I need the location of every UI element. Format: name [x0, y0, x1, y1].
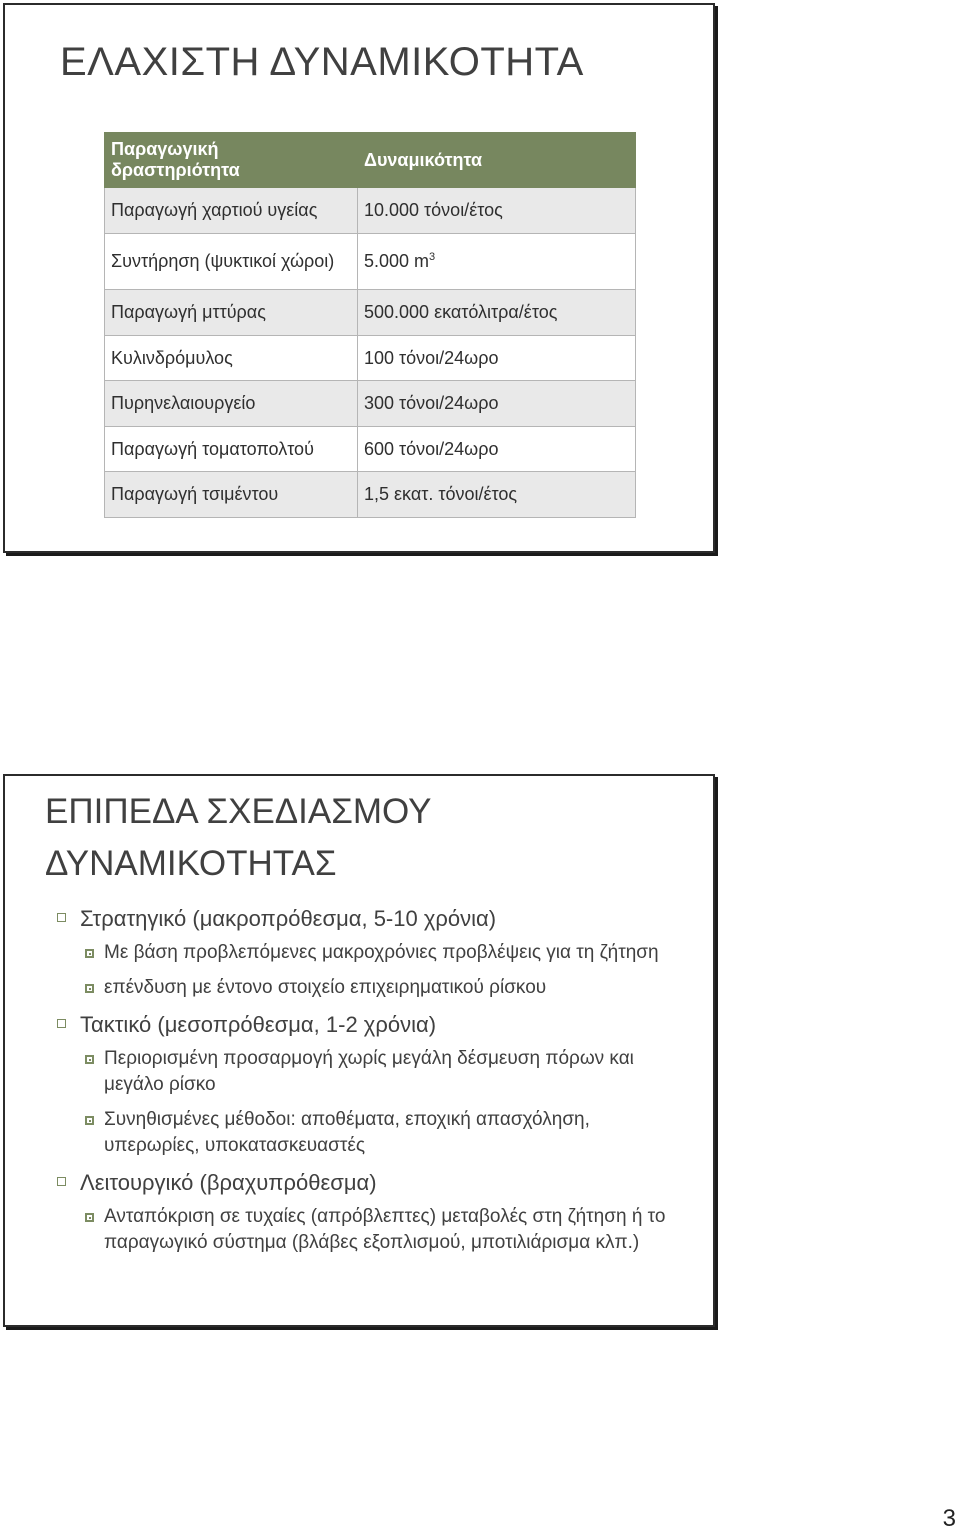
- sub-bullet: [55, 1107, 685, 1159]
- slide-capacity-planning-levels: [3, 774, 715, 1327]
- table-header-row: [105, 133, 636, 188]
- sub-bullet: [55, 1046, 685, 1098]
- slide-title: ΕΠΙΠΕΔΑ ΣΧΕΔΙΑΣΜΟΥ ΔΥΝΑΜΙΚΟΤΗΤΑΣ: [45, 792, 431, 883]
- sub-bullet: [55, 1204, 685, 1256]
- table-row: [105, 188, 636, 234]
- capacity-table: [104, 132, 636, 518]
- table-row: [105, 472, 636, 518]
- slide-title: ΕΛΑΧΙΣΤΗ ΔΥΝΑΜΙΚΟΤΗΤΑ: [60, 40, 584, 84]
- square-bullet-icon: [57, 1177, 66, 1186]
- bullet-list: [55, 904, 685, 1265]
- table-row: [105, 381, 636, 427]
- square-bullet-icon: [85, 984, 94, 993]
- slide-minimum-capacity: [3, 3, 715, 553]
- capacity-cell: 1,5 εκατ. τόνοι/έτος: [358, 472, 636, 518]
- activity-cell: Πυρηνελαιουργείο: [105, 381, 358, 427]
- bullet-text: Στρατηγικό (μακροπρόθεσμα, 5-10 χρόνια): [80, 906, 497, 931]
- bullet-tactical: [55, 1010, 685, 1040]
- capacity-cell: 300 τόνοι/24ωρο: [358, 381, 636, 427]
- sub-bullet-text: Περιορισμένη προσαρμογή χωρίς μεγάλη δέσμευση πόρων και μεγάλο ρίσκο: [104, 1048, 634, 1095]
- square-bullet-icon: [85, 949, 94, 958]
- capacity-cell: 500.000 εκατόλιτρα/έτος: [358, 290, 636, 336]
- square-bullet-icon: [85, 1213, 94, 1222]
- capacity-cell: 100 τόνοι/24ωρο: [358, 336, 636, 381]
- bullet-text: Τακτικό (μεσοπρόθεσμα, 1-2 χρόνια): [80, 1012, 437, 1037]
- table-row: [105, 427, 636, 472]
- table-row: [105, 290, 636, 336]
- table-row: [105, 336, 636, 381]
- activity-cell: Παραγωγή τοματοπολτού: [105, 427, 358, 472]
- square-bullet-icon: [57, 913, 66, 922]
- bullet-operational: [55, 1168, 685, 1198]
- column-header-activity: Παραγωγική δραστηριότητα: [105, 133, 358, 188]
- sub-bullet-text: Με βάση προβλεπόμενες μακροχρόνιες προβλέψεις για τη ζήτηση: [104, 942, 659, 963]
- capacity-value: 5.000 m: [364, 251, 430, 271]
- sub-bullet-text: Συνηθισμένες μέθοδοι: αποθέματα, εποχική απασχόληση, υπερωρίες, υποκατασκευαστές: [104, 1109, 590, 1156]
- page-number: 3: [942, 1505, 956, 1532]
- sub-bullet-text: επένδυση με έντονο στοιχείο επιχειρηματικού ρίσκου: [104, 977, 547, 998]
- capacity-cell: [358, 234, 636, 290]
- sub-bullet: [55, 940, 685, 966]
- bullet-strategic: [55, 904, 685, 934]
- activity-cell: Παραγωγή χαρτιού υγείας: [105, 188, 358, 234]
- column-header-capacity: Δυναμικότητα: [358, 133, 636, 188]
- bullet-text: Λειτουργικό (βραχυπρόθεσμα): [80, 1170, 377, 1195]
- square-bullet-icon: [85, 1055, 94, 1064]
- activity-cell: Συντήρηση (ψυκτικοί χώροι): [105, 234, 358, 290]
- square-bullet-icon: [57, 1019, 66, 1028]
- table-row: [105, 234, 636, 290]
- capacity-cell: 10.000 τόνοι/έτος: [358, 188, 636, 234]
- sub-bullet: [55, 975, 685, 1001]
- square-bullet-icon: [85, 1116, 94, 1125]
- activity-cell: Παραγωγή τσιμέντου: [105, 472, 358, 518]
- unit-exponent: 3: [429, 251, 436, 263]
- sub-bullet-text: Ανταπόκριση σε τυχαίες (απρόβλεπτες) μεταβολές στη ζήτηση ή το παραγωγικό σύστημα (βλάβες εξοπλισμού, μποτιλιάρισμα κλπ.): [104, 1206, 666, 1253]
- activity-cell: Παραγωγή μττύρας: [105, 290, 358, 336]
- capacity-cell: 600 τόνοι/24ωρο: [358, 427, 636, 472]
- activity-cell: Κυλινδρόμυλος: [105, 336, 358, 381]
